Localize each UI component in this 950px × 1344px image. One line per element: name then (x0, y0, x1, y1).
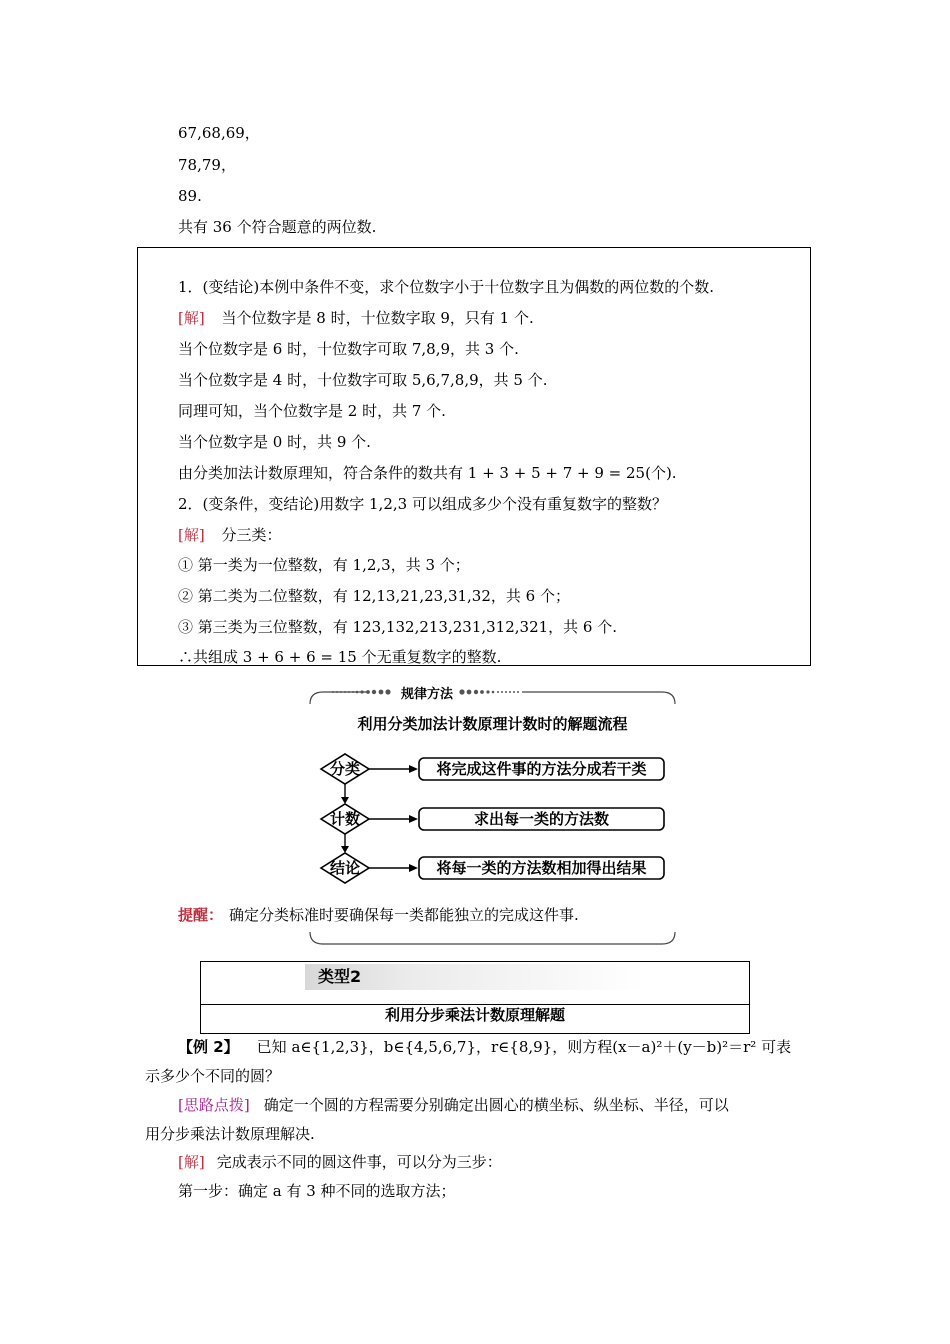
variant-question-2: 2．(变条件，变结论)用数字 1,2,3 可以组成多少个没有重复数字的整数？ (178, 495, 667, 513)
variant-question-1: 1．(变结论)本例中条件不变，求个位数字小于十位数字且为偶数的两位数的个数. (178, 278, 715, 296)
example-tag: 【例 2】 (178, 1038, 239, 1056)
solution-line: [解] 当个位数字是 8 时，十位数字取 9，只有 1 个. (178, 309, 534, 327)
solution-line: 当个位数字是 6 时，十位数字可取 7,8,9，共 3 个. (178, 340, 519, 358)
solution-tag: [解] (178, 526, 205, 544)
solution-line: 第一步：确定 a 有 3 种不同的选取方法； (178, 1182, 456, 1200)
hint-line: [思路点拨] 确定一个圆的方程需要分别确定出圆心的横坐标、纵坐标、半径，可以 (178, 1096, 729, 1114)
method-tip: 提醒： 确定分类标准时要确保每一类都能独立的完成这件事. (178, 906, 579, 924)
solution-line: [解] 分三类： (178, 526, 282, 544)
solution-tag: [解] (178, 1153, 205, 1171)
solution-line: ③ 第三类为三位整数，有 123,132,213,231,312,321，共 6 个. (178, 618, 618, 636)
example-line: 示多少个不同的圆？ (145, 1067, 281, 1085)
intro-line: 78,79， (178, 156, 236, 174)
flow-step-text: 将完成这件事的方法分成若干类 (436, 760, 647, 778)
solution-line: 当个位数字是 0 时，共 9 个. (178, 433, 371, 451)
example-line: 【例 2】 已知 a∈{1,2,3}，b∈{4,5,6,7}，r∈{8,9}，则方程(x－a)²＋(y－b)²＝r² 可表 (178, 1038, 792, 1056)
solution-tag: [解] (178, 309, 205, 327)
flow-step-label: 分类 (329, 760, 360, 778)
type2-title: 利用分步乘法计数原理解题 (384, 1006, 565, 1024)
solution-line: 由分类加法计数原理知，符合条件的数共有 1 + 3 + 5 + 7 + 9 = 25(个). (178, 464, 677, 482)
method-title: 利用分类加法计数原理计数时的解题流程 (357, 715, 628, 733)
intro-line: 67,68,69， (178, 124, 260, 142)
solution-line: [解] 完成表示不同的圆这件事，可以分为三步： (178, 1153, 502, 1171)
intro-line: 89. (178, 187, 202, 205)
hint-line: 用分步乘法计数原理解决. (145, 1125, 315, 1143)
flow-step-label: 计数 (329, 810, 360, 828)
intro-conclusion: 共有 36 个符合题意的两位数. (178, 218, 377, 236)
solution-line: ① 第一类为一位整数，有 1,2,3，共 3 个； (178, 556, 470, 574)
solution-line: 同理可知，当个位数字是 2 时，共 7 个. (178, 402, 446, 420)
hint-tag: [思路点拨] (178, 1096, 250, 1114)
flow-step-label: 结论 (329, 859, 360, 877)
solution-line: ∴共组成 3 + 6 + 6 = 15 个无重复数字的整数. (178, 648, 502, 666)
solution-line: ② 第二类为二位整数，有 12,13,21,23,31,32，共 6 个； (178, 587, 570, 605)
solution-line: 当个位数字是 4 时，十位数字可取 5,6,7,8,9，共 5 个. (178, 371, 548, 389)
flow-step-text: 求出每一类的方法数 (473, 810, 609, 828)
tip-label: 提醒： (178, 906, 224, 924)
flow-step-text: 将每一类的方法数相加得出结果 (436, 859, 647, 877)
method-header: 规律方法 (400, 687, 453, 702)
type2-tag: 类型2 (318, 967, 362, 986)
